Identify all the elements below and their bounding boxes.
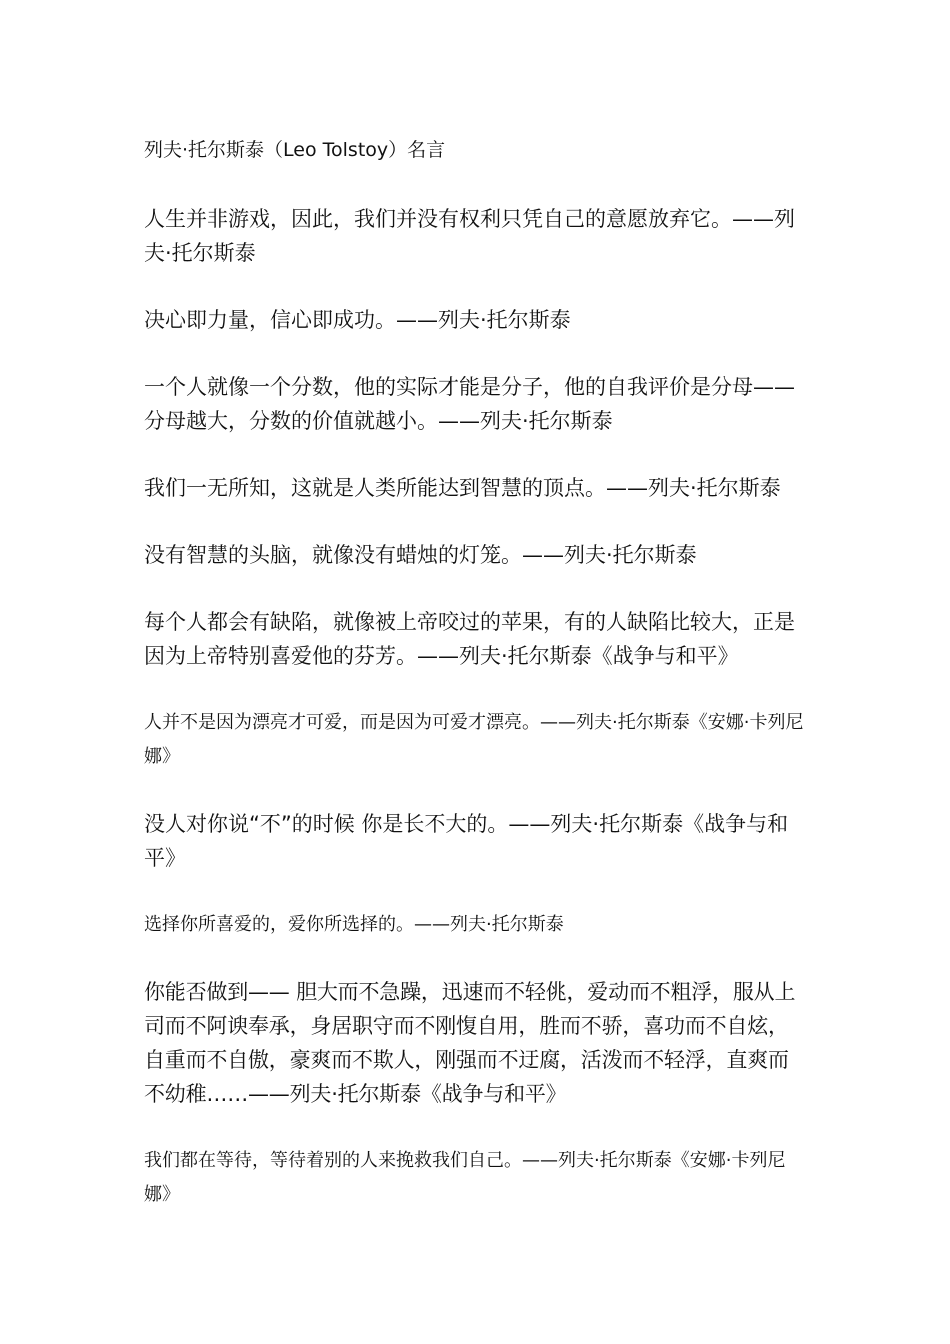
- quote-4: 我们一无所知，这就是人类所能达到智慧的顶点。——列夫·托尔斯泰: [144, 476, 781, 500]
- page-title: 列夫·托尔斯泰（Leo Tolstoy）名言: [144, 139, 446, 161]
- quote-9: 选择你所喜爱的，爱你所选择的。——列夫·托尔斯泰: [144, 914, 564, 935]
- quote-10: 你能否做到—— 胆大而不急躁，迅速而不轻佻，爱动而不粗浮，服从上司而不阿谀奉承，身居职守而不刚愎自用，胜而不骄，喜功而不自炫，自重而不自傲，豪爽而不欺人，刚强而不迂腐，活泼而不轻浮，直爽而不幼稚……——列夫·托尔斯泰《战争与和平》: [144, 980, 796, 1106]
- quote-11: 我们都在等待，等待着别的人来挽救我们自己。——列夫·托尔斯泰《安娜·卡列尼娜》: [144, 1150, 786, 1205]
- quote-7: 人并不是因为漂亮才可爱，而是因为可爱才漂亮。——列夫·托尔斯泰《安娜·卡列尼娜》: [144, 712, 804, 767]
- quote-3: 一个人就像一个分数，他的实际才能是分子，他的自我评价是分母——分母越大，分数的价值就越小。——列夫·托尔斯泰: [144, 375, 795, 433]
- quote-2: 决心即力量，信心即成功。——列夫·托尔斯泰: [144, 308, 571, 332]
- quote-6: 每个人都会有缺陷，就像被上帝咬过的苹果，有的人缺陷比较大，正是因为上帝特别喜爱他的芬芳。——列夫·托尔斯泰《战争与和平》: [144, 610, 795, 668]
- quote-5: 没有智慧的头脑，就像没有蜡烛的灯笼。——列夫·托尔斯泰: [144, 543, 697, 567]
- document-content: [144, 136, 808, 1245]
- quote-8: 没人对你说“不”的时候 你是长不大的。——列夫·托尔斯泰《战争与和平》: [144, 812, 789, 870]
- quote-1: 人生并非游戏，因此，我们并没有权利只凭自己的意愿放弃它。——列夫·托尔斯泰: [144, 207, 795, 265]
